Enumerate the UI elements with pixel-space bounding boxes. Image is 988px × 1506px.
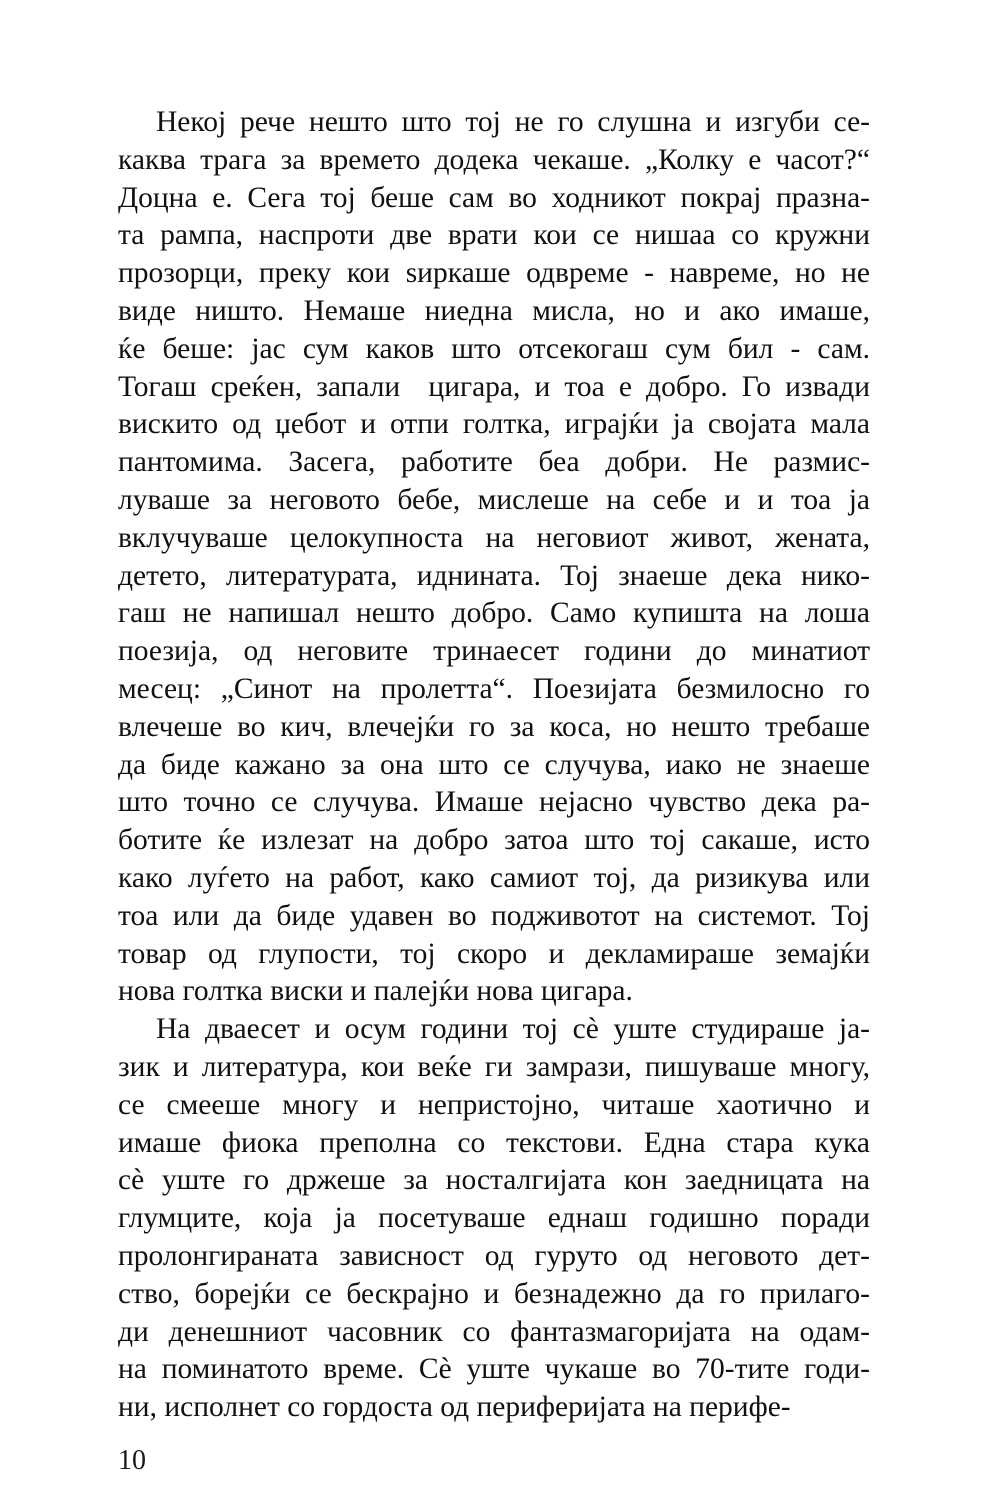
text-line: влечеше во кич, влечејќи го за коса, но нешто требаше [118, 710, 870, 743]
text-line: та рампа, наспроти две врати кои се нишаа со кружни [118, 219, 870, 252]
text-line: каква трага за времето додека чекаше. „Колку е часот?“ [118, 143, 870, 176]
text-line: луваше за неговото бебе, мислеше на себе и и тоа ја [118, 483, 870, 516]
text-line: прозорци, преку кои ѕиркаше одвреме - навреме, но не [118, 257, 870, 290]
text-line: поезија, од неговите тринаесет години до минатиот [118, 635, 870, 668]
page-text-block [118, 104, 870, 1427]
text-line: да биде кажано за она што се случува, иако не знаеше [118, 748, 870, 781]
paragraph-1 [118, 104, 870, 1011]
text-line: товар од глупости, тој скоро и декламираше земајќи [118, 937, 870, 970]
text-line: сѐ уште го држеше за носталгијата кон заедницата на [118, 1164, 870, 1197]
text-line: ќе беше: јас сум каков што отсекогаш сум бил - сам. [118, 332, 870, 365]
text-line: што точно се случува. Имаше нејасно чувство дека ра- [118, 786, 870, 819]
text-line: ство, борејќи се бескрајно и безнадежно да го прилаго- [118, 1277, 870, 1310]
text-line: на поминатото време. Сѐ уште чукаше во 70-тите годи- [118, 1353, 870, 1386]
text-line: детето, литературата, иднината. Тој знаеше дека нико- [118, 559, 870, 592]
text-line: На дваесет и осум години тој сѐ уште студираше ја- [156, 1013, 870, 1046]
text-line: пролонгираната зависност од гуруто од неговото дет- [118, 1239, 870, 1272]
text-line: вискито од џебот и отпи голтка, играјќи ја својата мала [118, 408, 870, 441]
text-line: тоа или да биде удавен во подживотот на системот. Тој [118, 899, 870, 932]
text-line: зик и литература, кои веќе ги замрази, пишуваше многу, [118, 1050, 870, 1083]
text-line: виде ништо. Немаше ниедна мисла, но и ако имаше, [118, 294, 870, 327]
text-line: Тогаш среќен, запали цигара, и тоа е добро. Го извади [118, 370, 870, 403]
text-line: Доцна е. Сега тој беше сам во ходникот покрај празна- [118, 181, 870, 214]
text-line: вклучуваше целокупноста на неговиот живот, жената, [118, 521, 870, 554]
text-line: глумците, која ја посетуваше еднаш годишно поради [118, 1202, 870, 1235]
text-line: како луѓето на работ, како самиот тој, да ризикува или [118, 861, 870, 894]
text-line: ботите ќе излезат на добро затоа што тој сакаше, исто [118, 824, 870, 857]
text-line: имаше фиока преполна со текстови. Една стара кука [118, 1126, 870, 1159]
text-line: нова голтка виски и палејќи нова цигара. [118, 975, 633, 1008]
text-line: се смееше многу и непристојно, читаше хаотично и [118, 1088, 870, 1121]
text-line: пантомима. Засега, работите беа добри. Не размис- [118, 446, 870, 479]
text-line: месец: „Синот на пролетта“. Поезијата безмилосно го [118, 672, 870, 705]
page-number: 10 [118, 1445, 146, 1476]
text-line: гаш не напишал нешто добро. Само купишта на лоша [118, 597, 870, 630]
text-line: ни, исполнет со гордоста од периферијата на перифе- [118, 1391, 791, 1424]
text-line: ди денешниот часовник со фантазмагоријата на одам- [118, 1315, 870, 1348]
paragraph-2 [118, 1011, 870, 1427]
text-line: Некој рече нешто што тој не го слушна и изгуби се- [156, 106, 870, 138]
